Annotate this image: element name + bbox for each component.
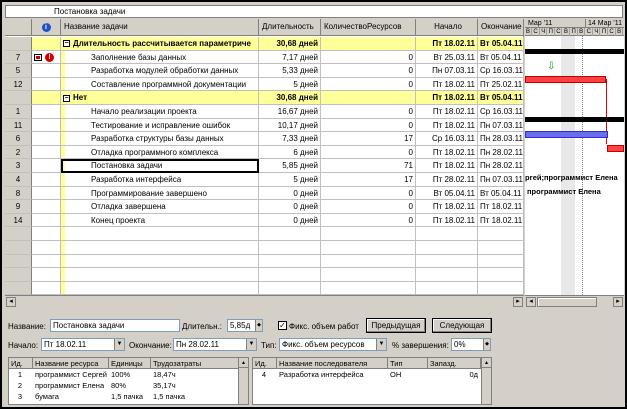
row-id[interactable] xyxy=(5,37,32,51)
resource-count-cell[interactable]: 17 xyxy=(321,132,416,146)
empty-row[interactable] xyxy=(5,282,524,296)
row-indicator[interactable] xyxy=(32,159,61,173)
end-label: Окончание: xyxy=(129,341,172,350)
empty-row[interactable] xyxy=(5,241,524,255)
task-name-cell[interactable] xyxy=(61,91,259,105)
col-indicator-header[interactable] xyxy=(32,19,61,36)
end-value: Пн 28.02.11 xyxy=(176,340,219,349)
resource-count-cell[interactable]: 0 xyxy=(321,146,416,160)
start-cell[interactable]: Ср 16.03.11 xyxy=(416,132,478,146)
task-name: Отладка программного комплекса xyxy=(91,147,219,157)
scroll-left-icon[interactable]: ◂ xyxy=(526,297,536,307)
end-cell[interactable]: Вт 05.04.11 xyxy=(478,91,524,105)
gantt-timescale-top xyxy=(525,19,624,28)
weekend-shade xyxy=(568,36,575,295)
gantt-day-label: Ч xyxy=(594,29,599,35)
empty-row[interactable] xyxy=(5,255,524,269)
gantt-resource-label: ргей;программист Елена xyxy=(525,173,618,182)
empty-cell[interactable] xyxy=(416,255,478,269)
empty-cell[interactable] xyxy=(259,227,321,241)
resource-cell[interactable]: бумага xyxy=(35,392,59,401)
milestone-arrow-icon: ⇩ xyxy=(547,61,556,72)
empty-cell[interactable] xyxy=(478,241,524,255)
end-cell[interactable]: Пт 25.02.11 xyxy=(478,78,524,92)
row-indicator[interactable] xyxy=(32,51,61,65)
gantt-horizontal-scrollbar[interactable] xyxy=(525,295,624,307)
row-id[interactable]: 5 xyxy=(5,64,32,78)
table-row[interactable] xyxy=(5,132,524,146)
task-name: Тестирование и исправление ошибок xyxy=(91,120,231,130)
task-bar[interactable] xyxy=(525,131,608,138)
entry-bar[interactable]: Постановка задачи xyxy=(5,5,623,18)
summary-row[interactable] xyxy=(5,91,524,105)
dropdown-arrow-icon[interactable]: ▼ xyxy=(246,339,256,350)
res-col-work[interactable]: Трудозатраты xyxy=(151,358,239,369)
task-name: Длительность рассчитывается параметриче xyxy=(73,39,251,48)
start-cell[interactable]: Пт 18.02.11 xyxy=(416,159,478,173)
gantt-chart[interactable] xyxy=(525,19,624,295)
table-row[interactable] xyxy=(5,51,524,65)
succ-col-lag[interactable]: Запазд. xyxy=(428,358,481,369)
fixed-work-label: Фикс. объем работ xyxy=(289,322,359,331)
duration-cell[interactable]: 7,17 дней xyxy=(259,51,321,65)
empty-cell[interactable] xyxy=(259,282,321,296)
resource-cell[interactable]: 18,47ч xyxy=(153,370,176,379)
res-col-units[interactable]: Единицы xyxy=(109,358,151,369)
table-header xyxy=(5,19,524,36)
task-name-cell[interactable] xyxy=(61,51,259,65)
task-name-cell[interactable] xyxy=(61,146,259,160)
gantt-day-label: С xyxy=(556,29,561,35)
row-indicator[interactable] xyxy=(32,64,61,78)
empty-cell[interactable] xyxy=(416,282,478,296)
weekend-shade xyxy=(561,36,568,295)
task-name: Постановка задачи xyxy=(91,161,163,171)
collapse-icon[interactable]: − xyxy=(64,40,69,48)
resource-count-cell[interactable]: 0 xyxy=(321,119,416,133)
start-label: Начало: xyxy=(8,341,39,350)
empty-cell[interactable] xyxy=(416,268,478,282)
task-name: Программирование завершено xyxy=(91,188,207,198)
empty-cell[interactable] xyxy=(478,227,524,241)
task-name-cell[interactable] xyxy=(61,187,259,201)
resource-count-cell[interactable]: 0 xyxy=(321,214,416,228)
empty-cell[interactable] xyxy=(61,255,259,269)
col-resources-header[interactable]: КоличествоРесурсов xyxy=(321,19,416,36)
end-cell[interactable]: Пн 07.03.11 xyxy=(478,173,524,187)
row-indicator[interactable] xyxy=(32,37,61,51)
row-id[interactable]: 12 xyxy=(5,78,32,92)
start-value: Пт 18.02.11 xyxy=(44,340,87,349)
row-indicator[interactable] xyxy=(32,214,61,228)
task-name: Начало реализации проекта xyxy=(91,106,197,116)
info-icon: i xyxy=(42,23,51,32)
table-row[interactable] xyxy=(5,146,524,160)
percent-complete-field[interactable] xyxy=(451,338,491,351)
duration-cell[interactable]: 5,85 дней xyxy=(259,159,321,173)
col-id-header[interactable] xyxy=(5,19,32,36)
empty-cell[interactable] xyxy=(61,227,259,241)
row-id[interactable]: 11 xyxy=(5,119,32,133)
row-id[interactable]: 4 xyxy=(5,173,32,187)
next-button[interactable]: Следующая xyxy=(432,318,492,333)
duration-cell[interactable]: 7,33 дней xyxy=(259,132,321,146)
table-row[interactable] xyxy=(5,159,524,173)
duration-cell[interactable]: 16,67 дней xyxy=(259,105,321,119)
type-label: Тип: xyxy=(261,341,277,350)
row-id[interactable]: 1 xyxy=(5,105,32,119)
start-date-field[interactable] xyxy=(41,338,125,351)
succ-col-id[interactable]: Ид. xyxy=(253,358,277,369)
row-id[interactable]: 6 xyxy=(5,132,32,146)
duration-cell[interactable]: 30,68 дней xyxy=(259,37,321,51)
start-cell[interactable]: Пт 18.02.11 xyxy=(416,91,478,105)
duration-cell[interactable]: 5,33 дней xyxy=(259,64,321,78)
scroll-right-icon[interactable]: ▸ xyxy=(513,297,523,307)
table-row[interactable] xyxy=(5,214,524,228)
task-name: Отладка завершена xyxy=(91,202,166,212)
resource-cell[interactable]: 35,17ч xyxy=(153,381,176,390)
gantt-day-label: В xyxy=(617,29,622,35)
end-cell[interactable]: Вт 05.04.11 xyxy=(478,187,524,201)
empty-cell[interactable] xyxy=(478,282,524,296)
start-cell[interactable]: Пт 18.02.11 xyxy=(416,200,478,214)
empty-cell[interactable] xyxy=(5,227,32,241)
successor-cell[interactable]: ОН xyxy=(390,370,402,379)
task-name: Разработка структуры базы данных xyxy=(91,134,224,144)
empty-cell[interactable] xyxy=(259,268,321,282)
start-cell[interactable]: Пн 07.03.11 xyxy=(416,64,478,78)
duration-cell[interactable]: 0 дней xyxy=(259,187,321,201)
name-label: Название: xyxy=(8,322,46,331)
type-value: Фикс. объем ресурсов xyxy=(282,340,365,349)
end-cell[interactable]: Ср 16.03.11 xyxy=(478,64,524,78)
empty-cell[interactable] xyxy=(5,255,32,269)
percent-complete-label: % завершения: xyxy=(392,341,449,350)
empty-cell[interactable] xyxy=(321,282,416,296)
gantt-day-label: П xyxy=(548,29,553,35)
end-cell[interactable]: Пн 28.03.11 xyxy=(478,132,524,146)
collapse-icon[interactable]: − xyxy=(64,94,69,102)
successor-cell[interactable]: 4 xyxy=(261,370,267,379)
task-rows xyxy=(5,37,524,227)
row-id[interactable]: 14 xyxy=(5,214,32,228)
row-id[interactable]: 3 xyxy=(5,159,32,173)
row-indicator[interactable] xyxy=(32,173,61,187)
start-cell[interactable]: Пт 18.02.11 xyxy=(416,105,478,119)
task-name-cell[interactable] xyxy=(61,119,259,133)
gantt-day-label: В xyxy=(579,29,584,35)
empty-cell[interactable] xyxy=(321,268,416,282)
end-cell[interactable]: Пн 28.02.11 xyxy=(478,159,524,173)
task-name: Составление программной документации xyxy=(91,79,247,89)
empty-cell[interactable] xyxy=(32,268,61,282)
task-name-cell[interactable] xyxy=(61,105,259,119)
successor-cell[interactable]: Разработка интерфейса xyxy=(279,370,364,379)
duration-cell[interactable]: 30,68 дней xyxy=(259,91,321,105)
task-name-cell[interactable] xyxy=(61,64,259,78)
table-row[interactable] xyxy=(5,78,524,92)
table-row[interactable] xyxy=(5,200,524,214)
resource-count-cell[interactable]: 0 xyxy=(321,78,416,92)
empty-cell[interactable] xyxy=(416,241,478,255)
end-cell[interactable]: Пн 07.03.11 xyxy=(478,119,524,133)
empty-cell[interactable] xyxy=(321,255,416,269)
task-name-cell[interactable] xyxy=(61,37,259,51)
resource-cell[interactable]: 100% xyxy=(111,370,131,379)
row-indicator[interactable] xyxy=(32,91,61,105)
resources-table xyxy=(8,357,249,405)
col-name-header[interactable]: Название задачи xyxy=(61,19,259,36)
critical-task-bar[interactable] xyxy=(525,76,606,83)
table-horizontal-scrollbar[interactable] xyxy=(5,295,524,307)
successors-scrollbar[interactable] xyxy=(481,358,491,405)
end-cell[interactable]: Пт 18.02.11 xyxy=(478,200,524,214)
gantt-day-label: С xyxy=(609,29,614,35)
row-id[interactable]: 7 xyxy=(5,51,32,65)
scroll-right-icon[interactable]: ▸ xyxy=(613,297,623,307)
gantt-week2: 14 Мар '11 xyxy=(585,19,622,28)
task-form xyxy=(5,315,623,405)
scroll-thumb[interactable] xyxy=(537,297,597,307)
task-table xyxy=(5,19,524,295)
task-name-cell[interactable] xyxy=(61,173,259,187)
resource-cell[interactable]: 1,5 пачка xyxy=(111,392,144,401)
col-start-header[interactable]: Начало xyxy=(416,19,478,36)
percent-complete-value: 0% xyxy=(454,340,466,349)
start-cell[interactable]: Пт 28.02.11 xyxy=(416,173,478,187)
duration-value: 5,85д xyxy=(230,321,251,330)
gantt-timescale-days xyxy=(525,28,624,36)
resource-count-cell[interactable]: 0 xyxy=(321,200,416,214)
empty-cell[interactable] xyxy=(259,241,321,255)
end-cell[interactable]: Ср 16.03.11 xyxy=(478,105,524,119)
empty-cell[interactable] xyxy=(259,255,321,269)
start-cell[interactable]: Вт 05.04.11 xyxy=(416,187,478,201)
gantt-resource-label: программист Елена xyxy=(527,187,601,196)
table-row[interactable] xyxy=(5,187,524,201)
task-name-cell[interactable] xyxy=(61,78,259,92)
row-indicator[interactable] xyxy=(32,105,61,119)
previous-button[interactable]: Предыдущая xyxy=(366,318,426,333)
empty-cell[interactable] xyxy=(5,282,32,296)
duration-cell[interactable]: 0 дней xyxy=(259,214,321,228)
row-indicator[interactable] xyxy=(32,78,61,92)
resource-cell[interactable]: программист Сергей xyxy=(35,370,107,379)
empty-cell[interactable] xyxy=(61,241,259,255)
successor-cell[interactable]: 0д xyxy=(469,370,478,379)
row-id[interactable] xyxy=(5,91,32,105)
summary-bar[interactable] xyxy=(525,49,624,54)
end-cell[interactable]: Вт 05.04.11 xyxy=(478,37,524,51)
task-name: Конец проекта xyxy=(91,215,146,225)
task-name: Разработка интерфейса xyxy=(91,174,182,184)
table-row[interactable] xyxy=(5,64,524,78)
start-cell[interactable]: Пт 18.02.11 xyxy=(416,119,478,133)
start-cell[interactable]: Вт 25.03.11 xyxy=(416,51,478,65)
calendar-constraint-icon xyxy=(34,54,42,61)
empty-cell[interactable] xyxy=(321,227,416,241)
spin-icon[interactable]: ◆ xyxy=(483,339,490,350)
succ-col-name[interactable]: Название последователя xyxy=(277,358,388,369)
resource-count-cell[interactable]: 0 xyxy=(321,187,416,201)
task-name: Разработка модулей обработки данных xyxy=(91,66,239,76)
critical-task-bar[interactable] xyxy=(607,145,624,152)
empty-cell[interactable] xyxy=(32,227,61,241)
resource-cell[interactable]: 1,5 пачка xyxy=(153,392,186,401)
task-name-cell[interactable] xyxy=(61,214,259,228)
resource-cell[interactable]: 1 xyxy=(17,370,23,379)
warning-icon: ! xyxy=(45,53,54,62)
spin-icon[interactable]: ◆ xyxy=(255,320,262,331)
empty-cell[interactable] xyxy=(61,268,259,282)
resource-count-cell[interactable] xyxy=(321,91,416,105)
summary-row[interactable] xyxy=(5,37,524,51)
task-type-select[interactable] xyxy=(279,338,387,351)
resource-cell[interactable]: 2 xyxy=(17,381,23,390)
empty-cell[interactable] xyxy=(5,268,32,282)
duration-cell[interactable]: 10,17 дней xyxy=(259,119,321,133)
task-name-field[interactable]: Постановка задачи xyxy=(50,319,180,332)
empty-row[interactable] xyxy=(5,227,524,241)
empty-cell[interactable] xyxy=(478,255,524,269)
duration-label: Длительн.: xyxy=(182,322,223,331)
start-cell[interactable]: Пт 18.02.11 xyxy=(416,78,478,92)
resource-cell[interactable]: программист Елена xyxy=(35,381,105,390)
gantt-day-label: С xyxy=(533,29,538,35)
scroll-up-icon[interactable]: ▴ xyxy=(482,358,491,368)
row-id[interactable]: 8 xyxy=(5,187,32,201)
start-cell[interactable]: Пт 18.02.11 xyxy=(416,146,478,160)
duration-cell[interactable]: 6 дней xyxy=(259,146,321,160)
fixed-work-checkbox[interactable]: ✓ xyxy=(279,321,286,330)
summary-bar[interactable] xyxy=(525,117,624,122)
resource-cell[interactable]: 3 xyxy=(17,392,23,401)
empty-cell[interactable] xyxy=(478,268,524,282)
col-end-header[interactable]: Окончание xyxy=(478,19,524,36)
row-indicator[interactable] xyxy=(32,146,61,160)
gantt-day-label: С xyxy=(586,29,591,35)
resource-count-cell[interactable]: 0 xyxy=(321,105,416,119)
resources-scrollbar[interactable] xyxy=(238,358,248,405)
empty-cell[interactable] xyxy=(32,241,61,255)
empty-cell[interactable] xyxy=(5,241,32,255)
empty-cell[interactable] xyxy=(32,282,61,296)
scroll-up-icon[interactable]: ▴ xyxy=(239,358,248,368)
task-name-cell[interactable] xyxy=(61,159,259,173)
empty-cell[interactable] xyxy=(61,282,259,296)
end-cell[interactable]: Пт 18.02.11 xyxy=(478,214,524,228)
gantt-day-label: П xyxy=(571,29,576,35)
task-name-cell[interactable] xyxy=(61,132,259,146)
gantt-divider xyxy=(582,36,583,295)
duration-field[interactable] xyxy=(227,319,263,332)
gantt-day-label: Ч xyxy=(541,29,546,35)
row-id[interactable]: 9 xyxy=(5,200,32,214)
resource-count-cell[interactable] xyxy=(321,37,416,51)
table-row[interactable] xyxy=(5,105,524,119)
successors-table xyxy=(252,357,492,405)
empty-rows xyxy=(5,227,524,295)
start-cell[interactable]: Пт 18.02.11 xyxy=(416,37,478,51)
row-indicator[interactable] xyxy=(32,200,61,214)
dropdown-arrow-icon[interactable]: ▼ xyxy=(114,339,124,350)
start-cell[interactable]: Пт 18.02.11 xyxy=(416,214,478,228)
table-row[interactable] xyxy=(5,173,524,187)
table-row[interactable] xyxy=(5,119,524,133)
end-date-field[interactable] xyxy=(173,338,257,351)
res-col-id[interactable]: Ид. xyxy=(9,358,33,369)
res-col-name[interactable]: Название ресурса xyxy=(33,358,109,369)
task-name-cell[interactable] xyxy=(61,200,259,214)
resource-count-cell[interactable]: 17 xyxy=(321,173,416,187)
resource-cell[interactable]: 80% xyxy=(111,381,127,390)
end-cell[interactable]: Вт 05.04.11 xyxy=(478,51,524,65)
empty-cell[interactable] xyxy=(416,227,478,241)
gantt-day-label: В xyxy=(525,29,530,35)
task-name: Заполнение базы данных xyxy=(91,52,187,62)
empty-cell[interactable] xyxy=(32,255,61,269)
resource-count-cell[interactable]: 0 xyxy=(321,51,416,65)
empty-cell[interactable] xyxy=(321,241,416,255)
row-indicator[interactable] xyxy=(32,187,61,201)
succ-col-type[interactable]: Тип xyxy=(388,358,428,369)
duration-cell[interactable]: 0 дней xyxy=(259,200,321,214)
end-cell[interactable]: Пн 28.02.11 xyxy=(478,146,524,160)
gantt-day-label: П xyxy=(601,29,607,35)
duration-cell[interactable]: 5 дней xyxy=(259,78,321,92)
duration-cell[interactable]: 5 дней xyxy=(259,173,321,187)
task-name: Нет xyxy=(73,93,88,103)
row-indicator[interactable] xyxy=(32,132,61,146)
resource-count-cell[interactable]: 0 xyxy=(321,64,416,78)
gantt-week1: Мар '11 xyxy=(528,20,553,27)
empty-row[interactable] xyxy=(5,268,524,282)
scroll-left-icon[interactable]: ◂ xyxy=(6,297,16,307)
col-duration-header[interactable]: Длительность xyxy=(259,19,321,36)
row-id[interactable]: 2 xyxy=(5,146,32,160)
resource-count-cell[interactable]: 71 xyxy=(321,159,416,173)
gantt-day-label: В xyxy=(563,29,568,35)
row-indicator[interactable] xyxy=(32,119,61,133)
dropdown-arrow-icon[interactable]: ▼ xyxy=(376,339,386,350)
